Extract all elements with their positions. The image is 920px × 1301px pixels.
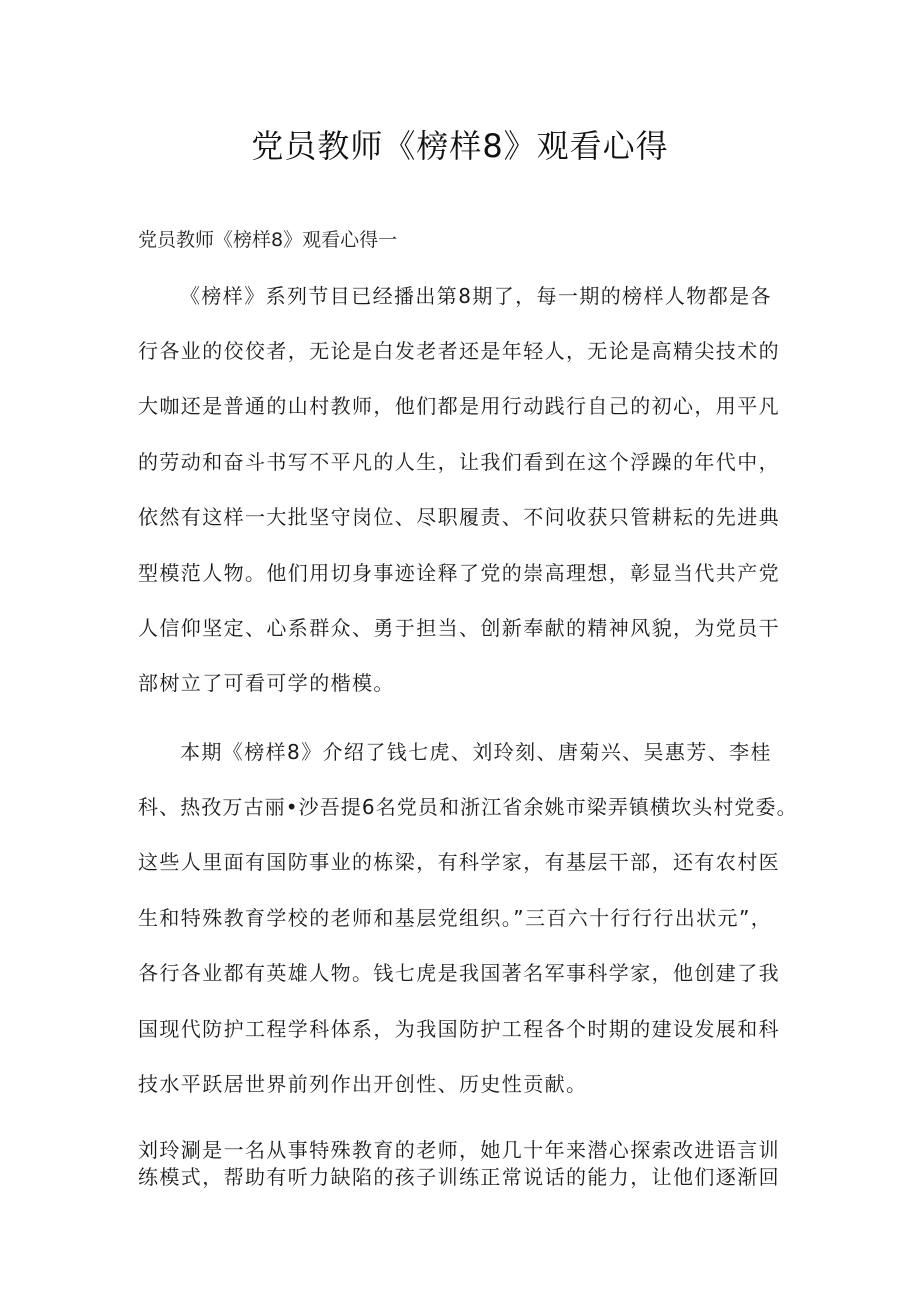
paragraph-line: 人信仰坚定、心系群众、勇于担当、创新奉献的精神风貌，为党员干 [138,616,780,640]
paragraph-line: 这些人里面有国防事业的栋梁，有科学家，有基层干部，还有农村医 [138,850,780,874]
paragraph-line: 依然有这样一大批坚守岗位、尽职履责、不问收获只管耕耘的先进典 [138,505,780,529]
paragraph-line: 本期《榜样8》介绍了钱七虎、刘玲刻、唐菊兴、吴惠芳、李桂 [180,740,772,764]
document-title: 党员教师《榜样8》观看心得 [251,127,669,165]
paragraph-line: 练模式，帮助有听力缺陷的孩子训练正常说话的能力，让他们逐渐回 [138,1165,780,1189]
paragraph-line: 部树立了可看可学的楷模。 [138,671,395,695]
paragraph-line: 型模范人物。他们用切身事迹诠释了党的崇高理想，彰显当代共产党 [138,561,780,585]
paragraph-line: 的劳动和奋斗书写不平凡的人生，让我们看到在这个浮躁的年代中， [138,450,780,474]
paragraph-line: 行各业的佼佼者，无论是白发老者还是年轻人，无论是高精尖技术的 [138,339,780,363]
paragraph-line: 技水平跃居世界前列作出开创性、历史性贡献。 [138,1072,588,1096]
section-heading: 党员教师《榜样8》观看心得一 [138,229,398,251]
paragraph-line: 各行各业都有英雄人物。钱七虎是我国著名军事科学家，他创建了我 [138,961,780,985]
paragraph-line: 国现代防护工程学科体系，为我国防护工程各个时期的建设发展和科 [138,1017,780,1041]
paragraph-line: 大咖还是普通的山村教师，他们都是用行动践行自己的初心，用平凡 [138,394,780,418]
paragraph-line: 生和特殊教育学校的老师和基层党组织。”三百六十行行行出状元”， [138,906,773,930]
paragraph-line: 刘玲涮是一名从事特殊教育的老师，她几十年来潜心探索改进语言训 [138,1138,780,1162]
paragraph-line: 科、热孜万古丽•沙吾提6名党员和浙江省余姚市梁弄镇横坎头村党委。 [138,795,798,819]
paragraph-line: 《榜样》系列节目已经播出第8期了，每一期的榜样人物都是各 [180,284,772,308]
